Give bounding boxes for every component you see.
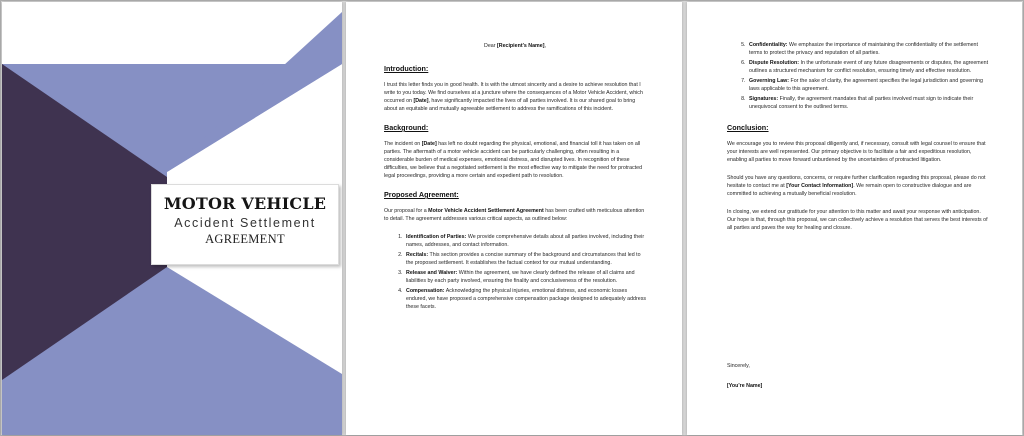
list-item-text: In the unfortunate event of any future disagreements or disputes, the agreement outlines a structured mechanism for conflict resolution, ensuring timely and effective resolution. <box>749 60 989 74</box>
agreement-items-list-1 <box>384 233 646 311</box>
sender-name <box>727 382 989 390</box>
signature-block <box>727 362 989 397</box>
list-item <box>747 77 989 93</box>
cover-page <box>2 2 342 435</box>
conclusion-paragraph-3: In closing, we extend our gratitude for your attention to this matter and await your response with anticipation. Our hope is that, through this proposal, we can collectively achieve a resolution that serves the best interests of all parties and paves the way for healing and closure. <box>727 209 988 231</box>
list-item-label: Governing Law: <box>749 78 790 84</box>
list-item-label: Release and Waiver: <box>406 270 458 276</box>
agreement-items-list-2 <box>727 41 989 111</box>
list-item-label: Signatures: <box>749 96 779 102</box>
cover-title-box <box>151 184 339 265</box>
list-item <box>404 287 646 311</box>
letter-page-1 <box>346 2 682 435</box>
cover-title-line1: MOTOR VEHICLE <box>163 194 327 213</box>
background-heading: Background: <box>384 123 429 132</box>
list-item <box>404 269 646 285</box>
concl-text-a: Should you have any questions, concerns, or require further clarification regarding this proposal, please do not hesitate to contact me at <box>727 175 986 189</box>
list-item <box>404 251 646 267</box>
list-item-text: Within the agreement, we have clearly defined the release of all claims and liabilities by each party involved, ensuring the finality and conclusiveness of the resolution. <box>406 270 635 284</box>
conclusion-paragraph-2 <box>727 174 989 198</box>
prop-bold-title: Motor Vehicle Accident Settlement Agreement <box>428 208 544 214</box>
recipient-name: [Recipient's Name] <box>496 43 545 49</box>
cover-title-line3: AGREEMENT <box>205 232 285 246</box>
intro-date: [Date] <box>413 98 429 104</box>
intro-text-a: I trust this letter finds you in good health. It is with the utmost sincerity and a desire to achieve resolution that I write to you today. We find ourselves at a juncture where the consequences of a Motor Vehicle Accident, which occurred on <box>384 82 643 104</box>
background-paragraph <box>384 140 646 180</box>
concl-text-b: . We remain open to constructive dialogue and are committed to achieving a mutually beneficial resolution. <box>727 183 972 197</box>
list-item-text: We provide comprehensive details about all parties involved, including their names, addresses, and contact information. <box>406 234 645 248</box>
list-item-text: Acknowledging the physical injuries, emotional distress, and economic losses endured, we have proposed a comprehensive compensation package designed to adequately address these facets. <box>406 288 646 310</box>
list-item <box>747 41 989 57</box>
bg-date: [Date] <box>421 141 437 147</box>
contact-information: [Your Contact Information] <box>786 183 854 189</box>
bg-text-b: has left no doubt regarding the physical, emotional, and financial toll it has taken on all parties. The aftermath of a motor vehicle accident can be particularly challenging, often resulting in a considerable burden of medical expenses, emotional distress, and disrupted lives. In recognition of these difficulties, we believe that a negotiated settlement is the most effective way to mitigate the need for protracted legal proceedings, providing a more certain and expedient path to resolution. <box>384 141 643 179</box>
conclusion-paragraph-1: We encourage you to review this proposal diligently and, if necessary, consult with legal counsel to ensure that your interests are well represented. Our primary objective is to facilitate a fair and expeditious resolution, enabling all parties to move forward unburdened by the uncertainties of protracted litigation. <box>727 141 986 163</box>
list-item-label: Dispute Resolution: <box>749 60 800 66</box>
introduction-paragraph <box>384 81 646 113</box>
letter-page-1-body <box>384 42 646 313</box>
list-item-text: This section provides a concise summary of the background and circumstances that led to the proposed settlement. It establishes the factual context for our mutual understanding. <box>406 252 641 266</box>
conclusion-heading: Conclusion: <box>727 123 769 132</box>
sender-name-placeholder: [You're Name] <box>727 383 763 389</box>
prop-text-a: Our proposal for a <box>384 208 429 214</box>
list-item-label: Recitals: <box>406 252 429 258</box>
list-item-text: Finally, the agreement mandates that all parties involved must sign to indicate their unequivocal consent to the outlined terms. <box>749 96 974 110</box>
letter-page-2 <box>687 2 1022 435</box>
salutation <box>384 42 646 50</box>
proposed-agreement-paragraph <box>384 207 646 223</box>
list-item-label: Confidentiality: <box>749 42 788 48</box>
salutation-prefix: Dear <box>484 43 497 49</box>
cover-light-bottom-wedge <box>167 267 342 435</box>
list-item-text: We emphasize the importance of maintaining the confidentiality of the settlement terms to protect the privacy and reputation of all parties. <box>749 42 978 56</box>
introduction-heading: Introduction: <box>384 64 429 73</box>
letter-page-2-body <box>727 41 989 239</box>
list-item <box>747 59 989 75</box>
cover-title-line2: Accident Settlement <box>174 216 316 230</box>
list-item <box>404 233 646 249</box>
list-item-label: Identification of Parties: <box>406 234 467 240</box>
salutation-suffix: , <box>544 43 546 49</box>
prop-text-b: has been crafted with meticulous attention to detail. The agreement addresses various critical aspects, as outlined below: <box>384 208 645 222</box>
list-item <box>747 95 989 111</box>
bg-text-a: The incident on <box>384 141 422 147</box>
sincerely-text: Sincerely, <box>727 363 750 369</box>
list-item-text: For the sake of clarity, the agreement specifies the legal jurisdiction and governing laws applicable to this agreement. <box>749 78 983 92</box>
intro-text-b: , have significantly impacted the lives of all parties involved. It is our shared goal to bring about an equitable and mutually agreeable settlement to address the ramifications of this incident. <box>384 98 636 112</box>
list-item-label: Compensation: <box>406 288 445 294</box>
proposed-agreement-heading: Proposed Agreement: <box>384 190 459 199</box>
